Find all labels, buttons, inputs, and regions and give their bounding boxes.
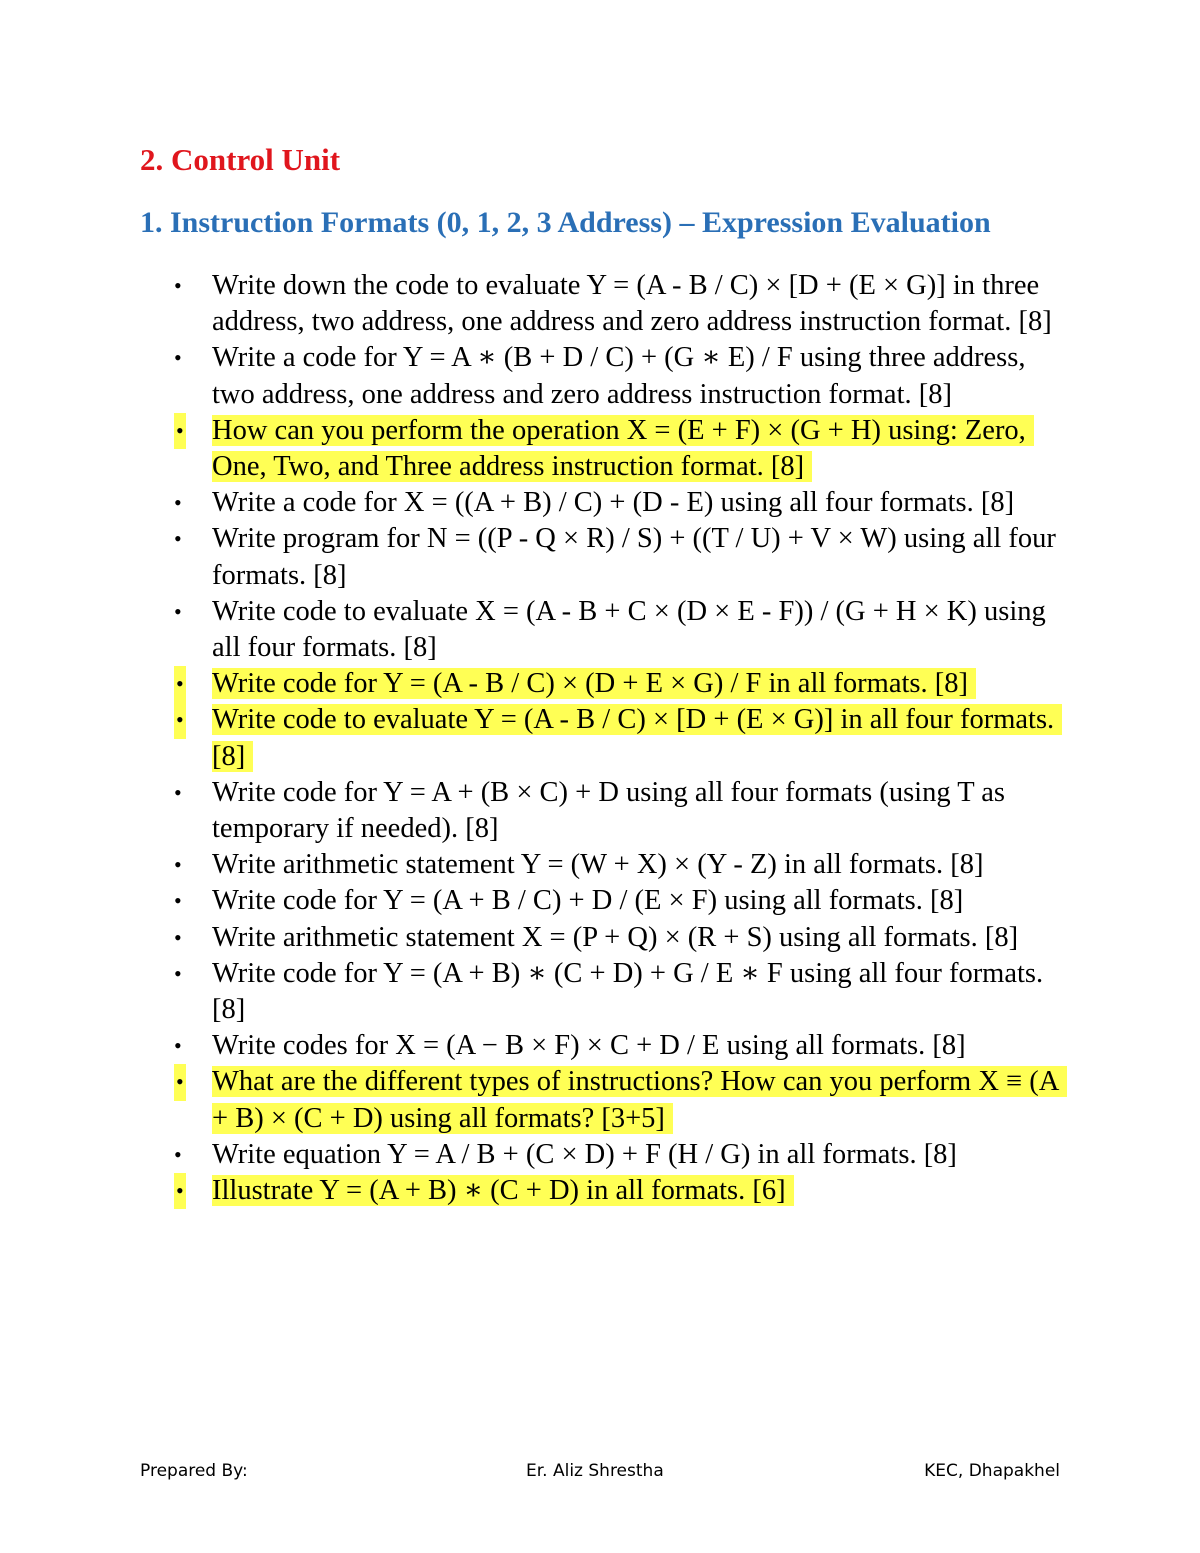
question-item <box>140 883 1070 919</box>
question-text: Write down the code to evaluate Y = (A - B / C) × [D + (E × G)] in three address, two address, one address and zero address instruction format. [8] <box>212 270 1052 338</box>
chapter-title: 2. Control Unit <box>140 142 341 177</box>
bullet-icon: • <box>174 1033 182 1059</box>
bullet-icon: • <box>174 490 182 516</box>
bullet-icon: • <box>174 852 182 878</box>
question-item <box>140 1173 1070 1209</box>
question-item <box>140 956 1070 1028</box>
question-item <box>140 920 1070 956</box>
bullet-icon: • <box>174 960 182 986</box>
question-item <box>140 1137 1070 1173</box>
footer-author: Er. Aliz Shrestha <box>526 1461 664 1481</box>
section-title: 1. Instruction Formats (0, 1, 2, 3 Address) – Expression Evaluation <box>140 206 991 239</box>
bullet-icon: • <box>174 1064 186 1100</box>
footer-prepared-by: Prepared By: <box>140 1461 248 1481</box>
bullet-icon: • <box>174 1141 182 1167</box>
bullet-icon: • <box>174 888 182 914</box>
question-text: How can you perform the operation X = (E + F) × (G + H) using: Zero, One, Two, and Three address instruction format. [8] <box>212 415 1034 482</box>
bullet-icon: • <box>174 666 186 702</box>
question-text: Write code for Y = (A - B / C) × (D + E × G) / F in all formats. [8] <box>212 668 976 699</box>
question-text: Write code to evaluate X = (A - B + C × (D × E - F)) / (G + H × K) using all four formats. [8] <box>212 595 1046 664</box>
question-item <box>140 594 1070 666</box>
bullet-icon: • <box>174 779 182 805</box>
question-text: Write arithmetic statement Y = (W + X) × (Y - Z) in all formats. [8] <box>212 849 984 881</box>
question-item <box>140 666 1070 702</box>
footer-institution: KEC, Dhapakhel <box>924 1461 1060 1481</box>
question-text: Write arithmetic statement X = (P + Q) × (R + S) using all formats. [8] <box>212 921 1019 953</box>
bullet-icon: • <box>174 273 182 298</box>
question-item <box>140 485 1070 521</box>
question-text: What are the different types of instructions? How can you perform X ≡ (A + B) × (C + D) using all formats? [3+5] <box>212 1066 1067 1133</box>
bullet-icon: • <box>174 1173 186 1209</box>
question-text: Write code for Y = (A + B) ∗ (C + D) + G / E ∗ F using all four formats. [8] <box>212 957 1044 1026</box>
question-item <box>140 702 1070 774</box>
question-text: Write a code for X = ((A + B) / C) + (D - E) using all four formats. [8] <box>212 487 1015 519</box>
question-text: Write code for Y = (A + B / C) + D / (E × F) using all formats. [8] <box>212 885 964 917</box>
question-text: Write program for N = ((P - Q × R) / S) + ((T / U) + V × W) using all four formats. [8] <box>212 523 1056 591</box>
bullet-icon: • <box>174 702 186 738</box>
bullet-icon: • <box>174 924 182 950</box>
question-text: Write equation Y = A / B + (C × D) + F (H / G) in all formats. [8] <box>212 1138 957 1170</box>
question-item <box>140 1028 1070 1064</box>
question-text: Write codes for X = (A − B × F) × C + D / E using all formats. [8] <box>212 1030 966 1062</box>
question-item <box>140 1064 1070 1136</box>
question-item <box>140 847 1070 883</box>
page-footer <box>140 1458 1060 1484</box>
question-item <box>140 268 1070 340</box>
question-item <box>140 340 1070 412</box>
question-item <box>140 775 1070 847</box>
bullet-icon: • <box>174 526 182 552</box>
bullet-icon: • <box>174 345 182 371</box>
question-text: Write a code for Y = A ∗ (B + D / C) + (G ∗ E) / F using three address, two address, one address and zero address instruction format. [8] <box>212 342 1026 410</box>
question-text: Illustrate Y = (A + B) ∗ (C + D) in all formats. [6] <box>212 1175 794 1206</box>
question-item <box>140 521 1070 593</box>
question-text: Write code to evaluate Y = (A - B / C) × [D + (E × G)] in all four formats. [8] <box>212 704 1062 771</box>
question-list <box>140 268 1070 1209</box>
bullet-icon: • <box>174 413 186 449</box>
question-text: Write code for Y = A + (B × C) + D using all four formats (using T as temporary if needed). [8] <box>212 776 1005 845</box>
bullet-icon: • <box>174 598 182 624</box>
question-item <box>140 413 1070 485</box>
